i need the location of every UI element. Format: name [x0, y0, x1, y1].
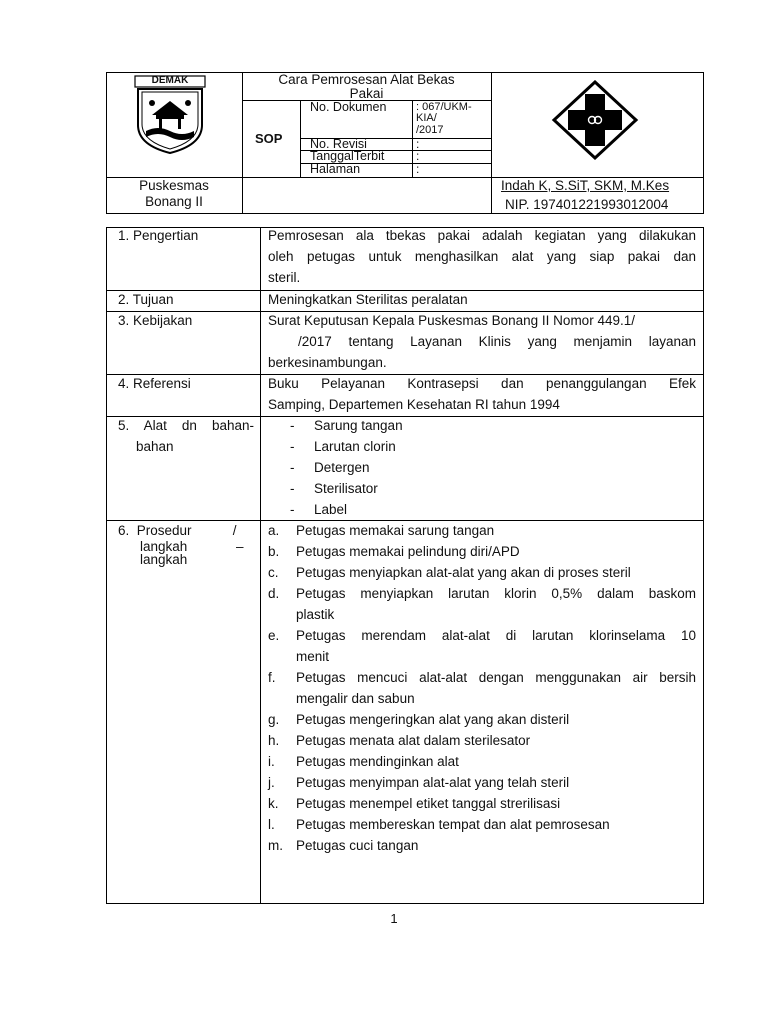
prosedur-step: i. Petugas mendinginkan alat: [268, 754, 459, 769]
field-tanggal-terbit-label: TanggalTerbit: [310, 149, 385, 163]
alat-item: - Sterilisator: [290, 481, 378, 496]
prosedur-step: m. Petugas cuci tangan: [268, 838, 419, 853]
prosedur-step: k. Petugas menempel etiket tanggal strerilisasi: [268, 796, 561, 811]
field-no-dokumen-value-1: : 067/UKM-: [416, 101, 472, 113]
section-kebijakan-label: 3. Kebijakan: [118, 313, 193, 328]
field-halaman-label: Halaman: [310, 162, 361, 176]
prosedur-step: g. Petugas mengeringkan alat yang akan disteril: [268, 712, 570, 727]
signer-nip: NIP. 197401221993012004: [505, 197, 669, 212]
org-name-line1: Puskesmas: [139, 178, 209, 193]
field-no-dokumen-value-2: KIA/: [416, 112, 437, 124]
prosedur-step: h. Petugas menata alat dalam sterilesator: [268, 733, 531, 748]
kebijakan-line-1: Surat Keputusan Kepala Puskesmas Bonang II Nomor 449.1/: [268, 313, 635, 328]
pengertian-line-1: Pemrosesan ala tbekas pakai adalah kegiatan yang dilakukan: [268, 228, 696, 243]
document-title-line2: Pakai: [349, 86, 384, 101]
field-no-revisi-label: No. Revisi: [310, 137, 367, 151]
demak-emblem-icon: [132, 75, 208, 155]
referensi-line-2: Samping, Departemen Kesehatan RI tahun 1994: [268, 397, 560, 412]
section-alat-label-line2: bahan: [136, 439, 174, 454]
document-title-line1: Cara Pemrosesan Alat Bekas: [278, 72, 455, 87]
prosedur-step: d. Petugas menyiapkan larutan klorin 0,5% dalam baskom plastik: [268, 586, 696, 622]
prosedur-step: b. Petugas memakai pelindung diri/APD: [268, 544, 520, 559]
section-prosedur-label-line1: 6. Prosedur /: [118, 523, 237, 538]
prosedur-step: f. Petugas mencuci alat-alat dengan menggunakan air bersih mengalir dan sabun: [268, 670, 696, 706]
referensi-line-1: Buku Pelayanan Kontrasepsi dan penanggulangan Efek: [268, 376, 696, 391]
prosedur-step: c. Petugas menyiapkan alat-alat yang akan di proses steril: [268, 565, 631, 580]
field-no-dokumen-value-3: /2017: [416, 124, 444, 136]
section-alat-label-line1: 5. Alat dn bahan-: [118, 418, 254, 433]
kebijakan-line-3: berkesinambungan.: [268, 355, 387, 370]
page-number: 1: [390, 911, 398, 926]
pengertian-line-2: oleh petugas untuk menghasilkan alat yang siap pakai dan: [268, 249, 696, 264]
section-prosedur-label-line3: langkah: [140, 552, 188, 567]
tujuan-text: Meningkatkan Sterilitas peralatan: [268, 292, 468, 307]
section-referensi-label: 4. Referensi: [118, 376, 191, 391]
puskesmas-logo-icon: [550, 80, 640, 160]
kebijakan-line-2: /2017 tentang Layanan Klinis yang menjamin layanan: [298, 334, 696, 349]
prosedur-step: j. Petugas menyimpan alat-alat yang telah steril: [268, 775, 570, 790]
signer-name: Indah K, S.SiT, SKM, M.Kes: [501, 178, 670, 193]
alat-item: - Label: [290, 502, 348, 517]
prosedur-step: l. Petugas membereskan tempat dan alat pemrosesan: [268, 817, 610, 832]
alat-item: - Sarung tangan: [290, 418, 403, 433]
field-tanggal-terbit-value: :: [416, 149, 420, 163]
alat-item: - Detergen: [290, 460, 370, 475]
prosedur-step: a. Petugas memakai sarung tangan: [268, 523, 495, 538]
section-pengertian-label: 1. Pengertian: [118, 228, 199, 243]
field-halaman-value: :: [416, 162, 420, 176]
sop-label: SOP: [255, 131, 283, 146]
org-name-line2: Bonang II: [145, 194, 203, 209]
logo-label: DEMAK: [151, 75, 189, 86]
prosedur-step: e. Petugas merendam alat-alat di larutan klorinselama 10 menit: [268, 628, 696, 664]
field-no-revisi-value: :: [416, 137, 420, 151]
field-no-dokumen-label: No. Dokumen: [310, 100, 387, 114]
section-tujuan-label: 2. Tujuan: [118, 292, 174, 307]
pengertian-line-3: steril.: [268, 270, 301, 285]
section-prosedur-label-line2: langkah –: [140, 539, 244, 554]
alat-item: - Larutan clorin: [290, 439, 396, 454]
